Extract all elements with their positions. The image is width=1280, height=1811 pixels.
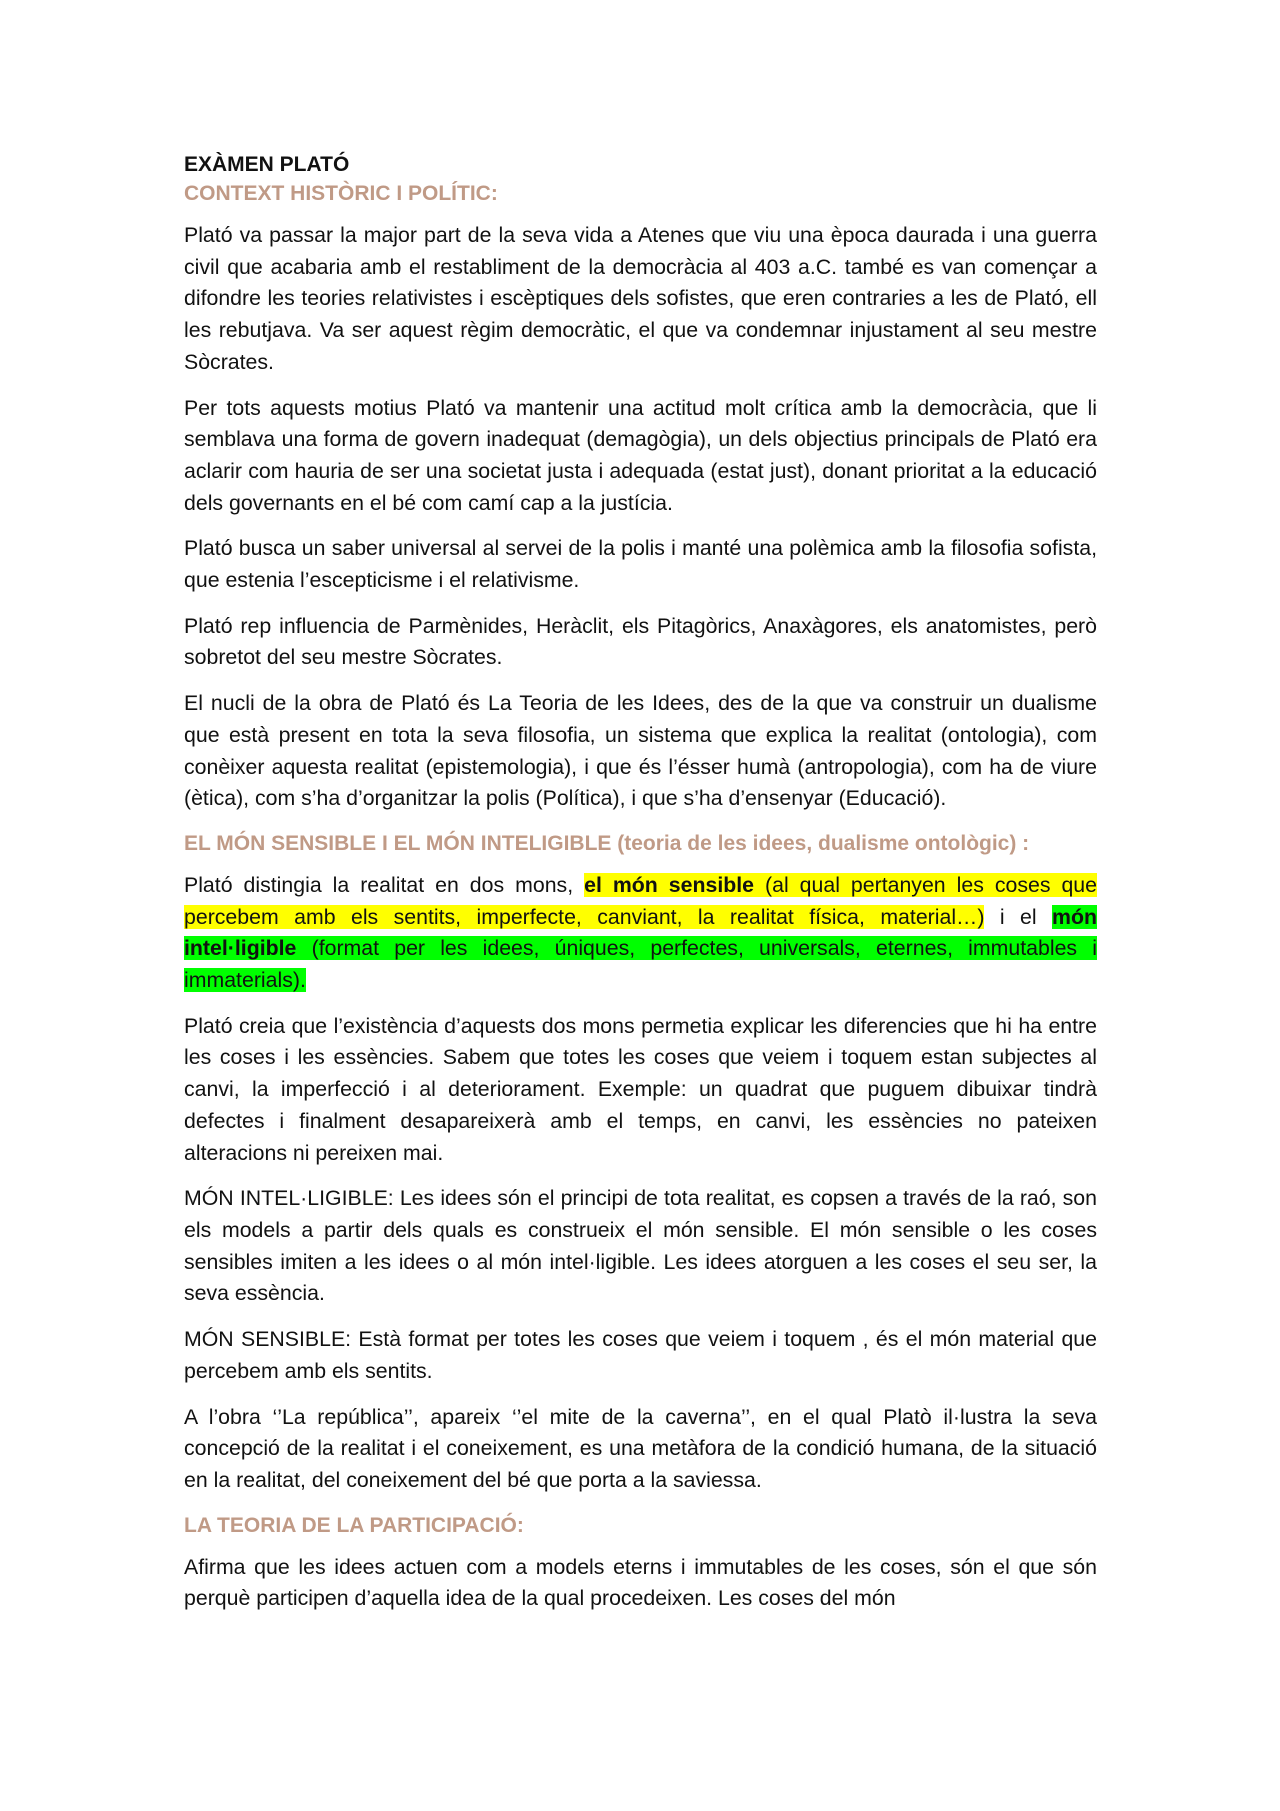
section-heading-context: CONTEXT HISTÒRIC I POLÍTIC: — [184, 182, 498, 205]
section-heading-participacio: LA TEORIA DE LA PARTICIPACIÓ: — [184, 1513, 524, 1537]
inteligible-rest: (format per les idees, úniques, perfectes, universals, eternes, immutables i immaterials). — [184, 936, 1097, 993]
paragraph-3: Plató busca un saber universal al servei de la polis i manté una polèmica amb la filosofia sofista, que estenia l’escepticisme i el relativisme. — [184, 536, 1097, 593]
paragraph-6 — [184, 870, 1097, 997]
paragraph-1: Plató va passar la major part de la seva vida a Atenes que viu una època daurada i una guerra civil que acabaria amb el restabliment de la democràcia al 403 a.C. també es van començar a difondre les teories relativistes i escèptiques dels sofistes, que eren contraries a les de Plató, ell les rebutjava. Va ser aquest règim democràtic, el que va condemnar injustament al seu mestre Sòcrates. — [184, 223, 1097, 374]
inteligible-bold: món intel·ligible — [184, 904, 1097, 961]
paragraph-4: Plató rep influencia de Parmènides, Heràclit, els Pitagòrics, Anaxàgores, els anatomistes, però sobretot del seu mestre Sòcrates. — [184, 613, 1097, 670]
paragraph-8: MÓN INTEL·LIGIBLE: Les idees són el principi de tota realitat, es copsen a través de la raó, son els models a partir dels quals es construeix el món sensible. El món sensible o les coses sensibles imiten a les idees o al món intel·ligible. Les idees atorguen a les coses el seu ser, la seva essència. — [184, 1186, 1097, 1306]
paragraph-11: Afirma que les idees actuen com a models eterns i immutables de les coses, són el que són perquè participen d’aquella idea de la qual procedeixen. Les coses del món — [184, 1554, 1097, 1611]
p6-mid: i el — [984, 904, 1053, 929]
document-title: EXÀMEN PLATÓ — [184, 153, 350, 176]
p6-intro: Plató distingia la realitat en dos mons, — [184, 872, 585, 897]
paragraph-10: A l’obra ‘’La república’’, apareix ‘’el mite de la caverna’’, en el qual Platò il·lustra la seva concepció de la realitat i el coneixement, es una metàfora de la condició humana, de la situació en la realitat, del coneixement del bé que porta a la saviessa. — [184, 1404, 1097, 1492]
sensible-bold: el món sensible — [584, 872, 755, 897]
section-heading-mons: EL MÓN SENSIBLE I EL MÓN INTELIGIBLE (teoria de les idees, dualisme ontològic) : — [184, 831, 1030, 855]
sensible-rest: (al qual pertanyen les coses que percebem amb els sentits, imperfecte, canviant, la realitat física, material…) — [184, 872, 1097, 929]
paragraph-5: El nucli de la obra de Plató és La Teoria de les Idees, des de la que va construir un dualisme que està present en tota la seva filosofia, un sistema que explica la realitat (ontologia), com conèixer aquesta realitat (epistemologia), i que és l’ésser humà (antropologia), com ha de viure (ètica), com s’ha d’organitzar la polis (Política), i que s’ha d’ensenyar (Educació). — [184, 691, 1097, 811]
paragraph-9: MÓN SENSIBLE: Està format per totes les coses que veiem i toquem , és el món material que percebem amb els sentits. — [184, 1327, 1097, 1383]
paragraph-2: Per tots aquests motius Plató va mantenir una actitud molt crítica amb la democràcia, que li semblava una forma de govern inadequat (demagògia), un dels objectius principals de Plató era aclarir com hauria de ser una societat justa i adequada (estat just), donant prioritat a la educació dels governants en el bé com camí cap a la justícia. — [184, 395, 1097, 515]
paragraph-7: Plató creia que l’existència d’aquests dos mons permetia explicar les diferencies que hi ha entre les coses i les essències. Sabem que totes les coses que veiem i toquem estan subjectes al canvi, la imperfecció i al deteriorament. Exemple: un quadrat que puguem dibuixar tindrà defectes i finalment desapareixerà amb el temps, en canvi, les essències no pateixen alteracions ni pereixen mai. — [184, 1013, 1097, 1165]
document-page — [184, 150, 1097, 1629]
